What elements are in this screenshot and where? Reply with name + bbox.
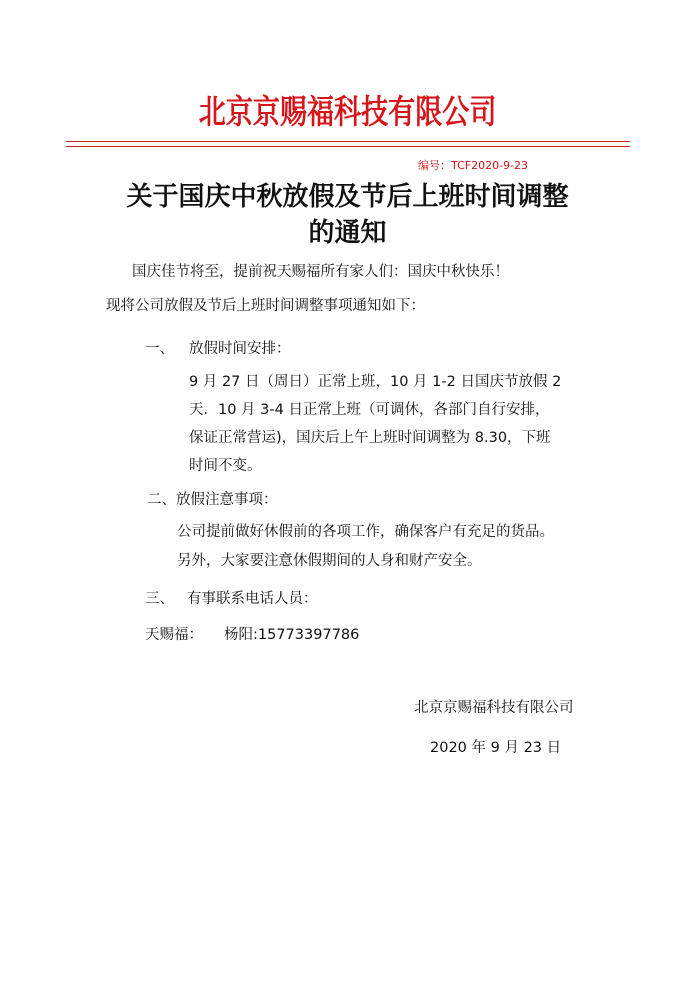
greeting-paragraph: 国庆佳节将至，提前祝天赐福所有家人们：国庆中秋快乐！ <box>132 264 509 280</box>
signature-date: 2020 年 9 月 23 日 <box>430 740 562 756</box>
section-2-title: 二、放假注意事项： <box>147 492 278 508</box>
section-1-number: 一、 <box>145 341 174 357</box>
intro-paragraph: 现将公司放假及节后上班时间调整事项通知如下： <box>106 298 425 314</box>
section-3-title: 有事联系电话人员： <box>187 591 318 607</box>
section-1-line: 天．10 月 3-4 日正常上班（可调休，各部门自行安排， <box>189 402 550 418</box>
letterhead-rule-top <box>66 141 630 142</box>
document-number: 编号：TCF2020-9-23 <box>418 159 529 172</box>
section-3-number: 三、 <box>145 591 174 607</box>
section-2-line: 另外，大家要注意休假期间的人身和财产安全。 <box>177 553 482 569</box>
section-1-line: 9 月 27 日（周日）正常上班，10 月 1-2 日国庆节放假 2 <box>189 374 562 390</box>
section-2-body <box>177 518 597 576</box>
document-title-line-1: 关于国庆中秋放假及节后上班时间调整 <box>126 182 569 212</box>
signature-company: 北京京赐福科技有限公司 <box>414 700 574 716</box>
document-title-line-2: 的通知 <box>308 218 387 248</box>
section-1-line: 时间不变。 <box>189 458 262 474</box>
section-1-body <box>189 368 589 480</box>
company-letterhead: 北京京赐福科技有限公司 <box>198 92 497 131</box>
contact-organization: 天赐福： <box>145 627 203 643</box>
section-1-title: 放假时间安排： <box>189 341 291 357</box>
contact-person: 杨阳:15773397786 <box>224 627 360 643</box>
section-1-line: 保证正常营运)，国庆后上午上班时间调整为 8.30，下班 <box>189 430 551 446</box>
letterhead-rule-bottom <box>66 146 630 147</box>
section-2-line: 公司提前做好休假前的各项工作，确保客户有充足的货品。 <box>177 524 554 540</box>
